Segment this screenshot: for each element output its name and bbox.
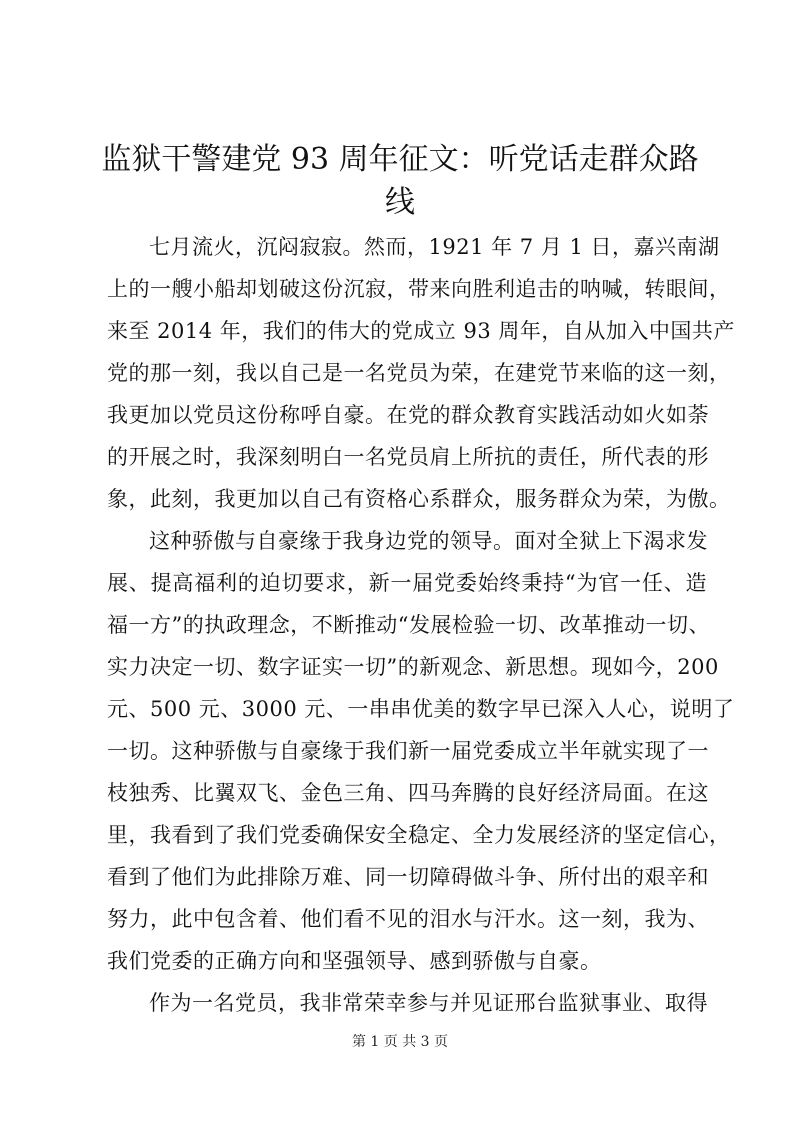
text-line: 作为一名党员，我非常荣幸参与并见证邢台监狱事业、取得 (149, 991, 708, 1015)
paragraph-2 (107, 520, 735, 982)
document-title-line-1: 监狱干警建党 93 周年征文：听党话走群众路 (101, 142, 699, 177)
text-line: 展、提高福利的迫切要求，新一届党委始终秉持“为官一任、造 (107, 571, 707, 595)
text-line: 枝独秀、比翼双飞、金色三角、四马奔腾的良好经济局面。在这 (107, 781, 709, 805)
text-line: 我们党委的正确方向和坚强领导、感到骄傲与自豪。 (107, 949, 602, 973)
text-line: 看到了他们为此排除万难、同一切障碍做斗争、所付出的艰辛和 (107, 865, 709, 889)
text-line: 实力决定一切、数字证实一切”的新观念、新思想。现如今，200 (107, 655, 719, 679)
text-line: 一切。这种骄傲与自豪缘于我们新一届党委成立半年就实现了一 (107, 739, 709, 763)
text-line: 我更加以党员这份称呼自豪。在党的群众教育实践活动如火如荼 (107, 403, 709, 427)
text-line: 上的一艘小船却划破这份沉寂，带来向胜利追击的呐喊，转眼间， (107, 277, 731, 301)
document-title-line-2: 线 (385, 185, 415, 220)
text-line: 来至 2014 年，我们的伟大的党成立 93 周年，自从加入中国共产 (107, 319, 735, 343)
text-line: 的开展之时，我深刻明白一名党员肩上所抗的责任，所代表的形 (107, 445, 709, 469)
text-line: 福一方”的执政理念，不断推动“发展检验一切、改革推动一切、 (107, 613, 710, 637)
text-line: 里，我看到了我们党委确保安全稳定、全力发展经济的坚定信心， (107, 823, 731, 847)
text-line: 象，此刻，我更加以自己有资格心系群众，服务群众为荣，为傲。 (107, 487, 731, 511)
text-line: 党的那一刻，我以自己是一名党员为荣，在建党节来临的这一刻， (107, 361, 731, 385)
paragraph-1 (107, 226, 735, 520)
page-footer: 第 1 页 共 3 页 (351, 1034, 449, 1050)
document-body (107, 226, 735, 1024)
text-line: 这种骄傲与自豪缘于我身边党的领导。面对全狱上下渴求发 (149, 529, 708, 553)
text-line: 七月流火，沉闷寂寂。然而，1921 年 7 月 1 日，嘉兴南湖 (149, 235, 720, 259)
text-line: 元、500 元、3000 元、一串串优美的数字早已深入人心，说明了 (107, 697, 735, 721)
text-line: 努力，此中包含着、他们看不见的泪水与汗水。这一刻，我为、 (107, 907, 709, 931)
paragraph-3 (107, 982, 707, 1024)
